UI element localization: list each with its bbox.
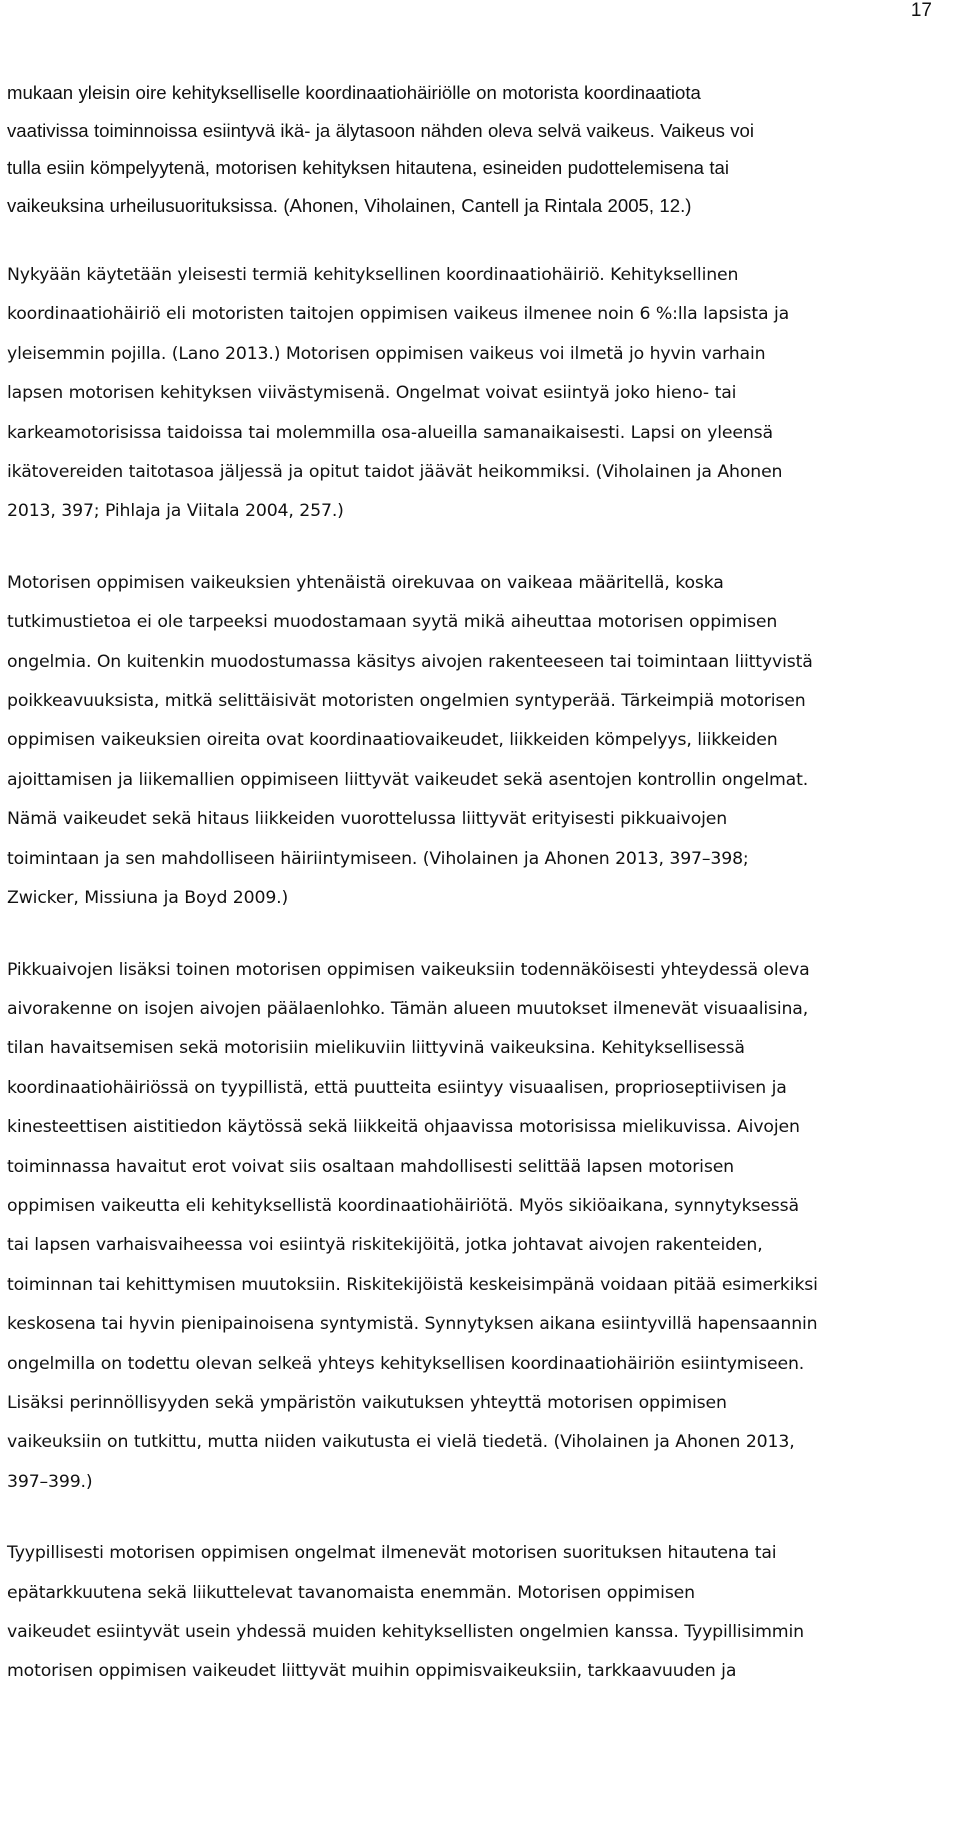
text-line: keskosena tai hyvin pienipainoisena syntymistä. Synnytyksen aikana esiintyvillä hapensaannin	[7, 1314, 818, 1335]
text-line: vaikeuksina urheilusuorituksissa. (Ahonen, Viholainen, Cantell ja Rintala 2005, 12.)	[7, 194, 692, 216]
text-line: ajoittamisen ja liikemallien oppimiseen liittyvät vaikeudet sekä asentojen kontrollin ongelmat.	[7, 769, 809, 790]
text-line: Tyypillisesti motorisen oppimisen ongelmat ilmenevät motorisen suorituksen hitautena tai	[7, 1543, 777, 1564]
text-line: toiminnan tai kehittymisen muutoksiin. Riskitekijöistä keskeisimpänä voidaan pitää esimerkiksi	[7, 1274, 818, 1295]
text-line: tilan havaitsemisen sekä motorisiin mielikuviin liittyvinä vaikeuksina. Kehityksellisessä	[7, 1038, 745, 1059]
text-line: vaikeudet esiintyvät usein yhdessä muiden kehityksellisten ongelmien kanssa. Tyypillisimmin	[7, 1622, 804, 1642]
text-line: toiminnassa havaitut erot voivat siis osaltaan mahdollisesti selittää lapsen motorisen	[7, 1156, 734, 1177]
text-line: epätarkkuutena sekä liikuttelevat tavanomaista enemmän. Motorisen oppimisen	[7, 1582, 695, 1603]
text-line: toimintaan ja sen mahdolliseen häiriintymiseen. (Viholainen ja Ahonen 2013, 397–398;	[7, 848, 749, 869]
text-line: ongelmia. On kuitenkin muodostumassa käsitys aivojen rakenteeseen tai toimintaan liittyvistä	[7, 651, 813, 672]
text-line: ikätovereiden taitotasoa jäljessä ja opitut taidot jäävät heikommiksi. (Viholainen ja Ahonen	[7, 462, 783, 483]
text-line: tulla esiin kömpelyytenä, motorisen kehityksen hitautena, esineiden pudottelemisena tai	[7, 157, 730, 178]
text-line: koordinaatiohäiriössä on tyypillistä, että puutteita esiintyy visuaalisen, proprioseptiivisen ja	[7, 1077, 787, 1098]
text-line: Pikkuaivojen lisäksi toinen motorisen oppimisen vaikeuksiin todennäköisesti yhteydessä oleva	[7, 959, 810, 980]
paragraph-gap	[7, 919, 957, 951]
text-line: poikkeavuuksista, mitkä selittäisivät motoristen ongelmien syntyperää. Tärkeimpiä motorisen	[7, 691, 806, 712]
paragraph-2	[7, 256, 957, 532]
paragraph-gap	[7, 224, 957, 256]
text-line: karkeamotorisissa taidoissa tai molemmilla osa-alueilla samanaikaisesti. Lapsi on yleensä	[7, 422, 773, 443]
text-line: Zwicker, Missiuna ja Boyd 2009.)	[7, 888, 289, 909]
text-line: tai lapsen varhaisvaiheessa voi esiintyä riskitekijöitä, jotka johtavat aivojen rakenteiden,	[7, 1235, 763, 1256]
text-line: yleisemmin pojilla. (Lano 2013.) Motorisen oppimisen vaikeus voi ilmetä jo hyvin varhain	[7, 343, 766, 364]
text-line: 2013, 397; Pihlaja ja Viitala 2004, 257.)	[7, 501, 344, 522]
document-body	[7, 74, 957, 1692]
text-line: 397–399.)	[7, 1471, 93, 1492]
paragraph-1	[7, 74, 957, 224]
paragraph-4	[7, 951, 957, 1503]
page-number: 17	[910, 0, 932, 21]
text-line: mukaan yleisin oire kehitykselliselle koordinaatiohäiriölle on motorista koordinaatiota	[7, 82, 701, 103]
paragraph-gap	[7, 532, 957, 564]
text-line: kinesteettisen aistitiedon käytössä sekä liikkeitä ohjaavissa motorisissa mielikuvissa. Aivojen	[7, 1117, 800, 1138]
text-line: vaativissa toiminnoissa esiintyvä ikä- ja älytasoon nähden oleva selvä vaikeus. Vaikeus voi	[7, 119, 755, 141]
text-line: motorisen oppimisen vaikeudet liittyvät muihin oppimisvaikeuksiin, tarkkaavuuden ja	[7, 1661, 737, 1682]
text-line: lapsen motorisen kehityksen viivästymisenä. Ongelmat voivat esiintyä joko hieno- tai	[7, 383, 737, 404]
text-line: tutkimustietoa ei ole tarpeeksi muodostamaan syytä mikä aiheuttaa motorisen oppimisen	[7, 612, 778, 633]
text-line: oppimisen vaikeutta eli kehityksellistä koordinaatiohäiriötä. Myös sikiöaikana, synnytyksessä	[7, 1195, 799, 1216]
paragraph-3	[7, 564, 957, 919]
text-line: koordinaatiohäiriö eli motoristen taitojen oppimisen vaikeus ilmenee noin 6 %:lla lapsista ja	[7, 304, 790, 325]
text-line: Nämä vaikeudet sekä hitaus liikkeiden vuorottelussa liittyvät erityisesti pikkuaivojen	[7, 809, 728, 830]
text-line: vaikeuksiin on tutkittu, mutta niiden vaikutusta ei vielä tiedetä. (Viholainen ja Ahonen 2013,	[7, 1432, 795, 1453]
text-line: Lisäksi perinnöllisyyden sekä ympäristön vaikutuksen yhteyttä motorisen oppimisen	[7, 1392, 727, 1413]
text-line: Motorisen oppimisen vaikeuksien yhtenäistä oirekuvaa on vaikeaa määritellä, koska	[7, 572, 724, 593]
text-line: oppimisen vaikeuksien oireita ovat koordinaatiovaikeudet, liikkeiden kömpelyys, liikkeiden	[7, 730, 778, 751]
text-line: aivorakenne on isojen aivojen päälaenlohko. Tämän alueen muutokset ilmenevät visuaalisina,	[7, 998, 809, 1019]
paragraph-5	[7, 1534, 957, 1692]
paragraph-gap	[7, 1502, 957, 1534]
text-line: ongelmilla on todettu olevan selkeä yhteys kehityksellisen koordinaatiohäiriön esiintymiseen.	[7, 1353, 805, 1374]
text-line: Nykyään käytetään yleisesti termiä kehityksellinen koordinaatiohäiriö. Kehityksellinen	[7, 265, 739, 285]
